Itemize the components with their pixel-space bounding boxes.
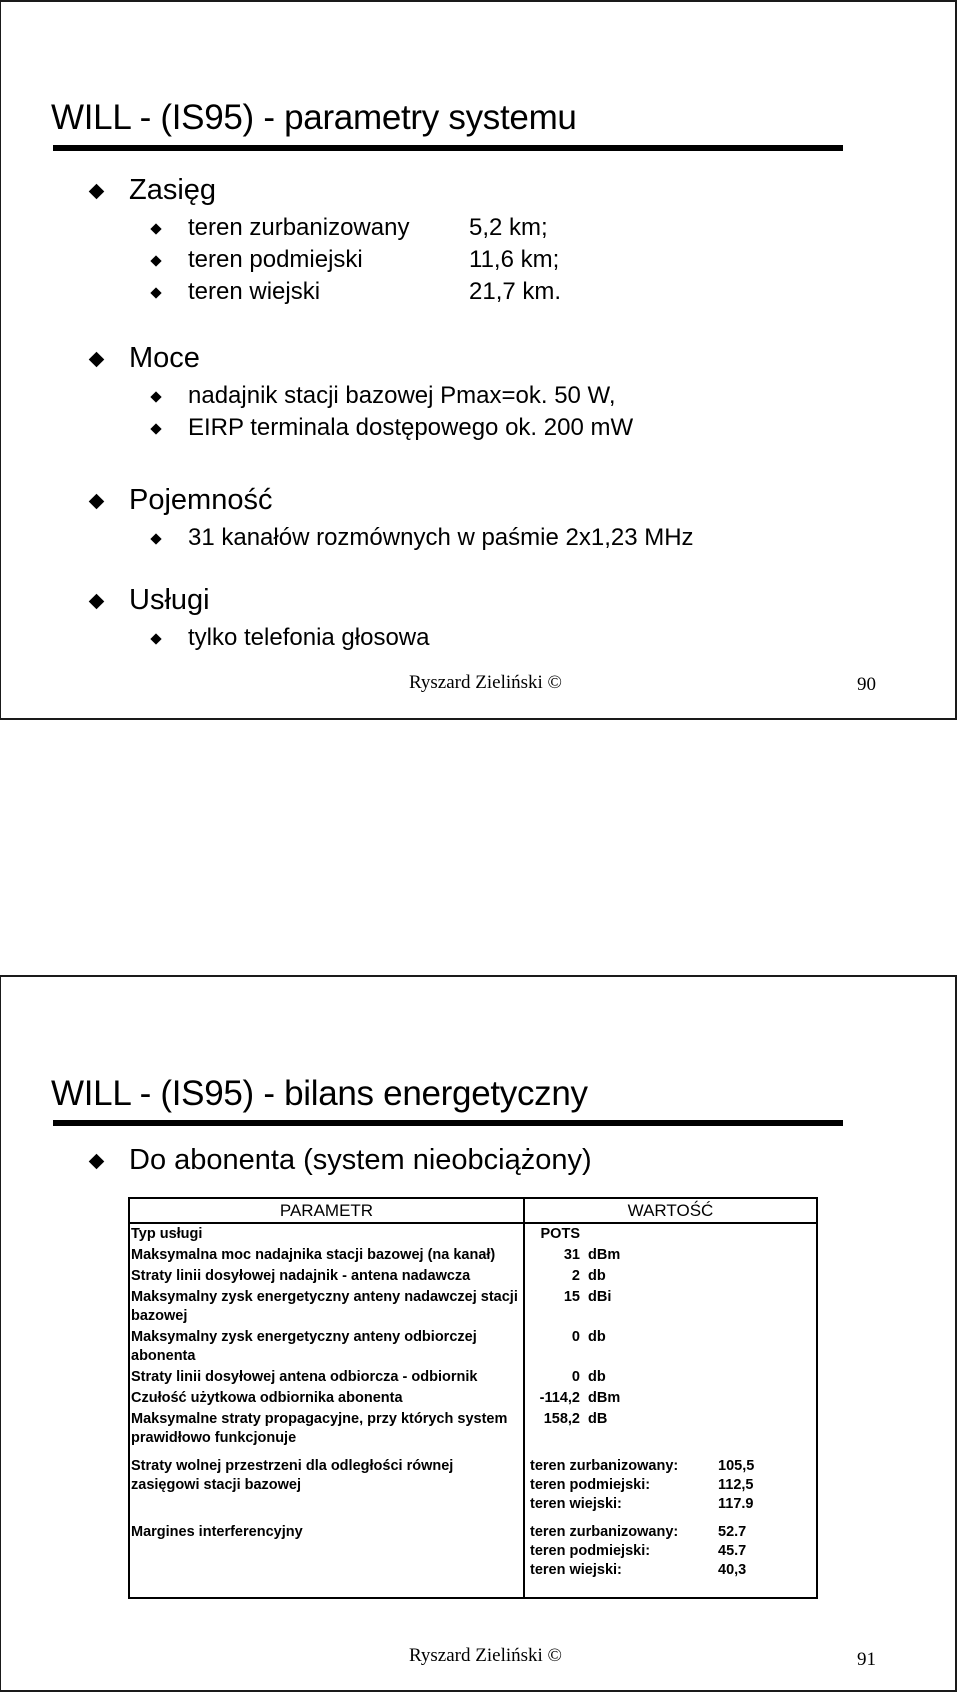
value-unit: dBi xyxy=(588,1289,612,1305)
param-cell: Maksymalny zysk energetyczny anteny nadawczej stacji bazowej xyxy=(131,1289,518,1324)
item-value: 11,6 km; xyxy=(469,246,560,273)
item-text: tylko telefonia głosowa xyxy=(188,624,430,651)
param-cell: Straty linii dosyłowej nadajnik - antena nadawcza xyxy=(131,1268,471,1284)
diamond-bullet-icon xyxy=(150,533,161,544)
diamond-bullet-icon xyxy=(89,594,105,610)
value-cell xyxy=(524,1223,817,1245)
terrain-value-line xyxy=(530,1561,814,1580)
page-number: 91 xyxy=(857,1649,876,1670)
item-text: teren podmiejski xyxy=(188,246,363,273)
slide-91 xyxy=(0,975,957,1692)
diamond-bullet-icon xyxy=(89,184,105,200)
terrain-label: teren wiejski: xyxy=(530,1562,622,1578)
slide-90 xyxy=(0,0,957,720)
value-cell xyxy=(524,1287,817,1327)
value-cell xyxy=(524,1266,817,1287)
value-unit: db xyxy=(588,1268,606,1284)
terrain-value-line xyxy=(530,1476,814,1495)
table-row xyxy=(129,1388,817,1409)
value-number: 31 xyxy=(563,1247,580,1263)
item-value: 21,7 km. xyxy=(469,278,562,305)
value-number: 0 xyxy=(571,1329,580,1345)
title-rule xyxy=(53,1120,843,1126)
value-cell xyxy=(524,1327,817,1367)
value-number: 158,2 xyxy=(543,1411,580,1427)
section-heading: Usługi xyxy=(129,584,210,616)
value-number: -114,2 xyxy=(539,1390,580,1406)
diamond-bullet-icon xyxy=(150,255,161,266)
item-text: teren wiejski xyxy=(188,278,321,305)
param-cell: Typ usługi xyxy=(131,1226,203,1242)
table-row xyxy=(129,1245,817,1266)
item-text: EIRP terminala dostępowego ok. 200 mW xyxy=(188,414,634,441)
terrain-label: teren zurbanizowany: xyxy=(530,1524,679,1540)
terrain-value-line xyxy=(530,1542,814,1561)
value-number: 2 xyxy=(571,1268,580,1284)
terrain-value: 105,5 xyxy=(718,1458,755,1474)
terrain-label: teren podmiejski: xyxy=(530,1477,651,1493)
terrain-label: teren podmiejski: xyxy=(530,1543,651,1559)
header-parametr: PARAMETR xyxy=(129,1199,524,1223)
footer-author: Ryszard Zieliński © xyxy=(409,672,562,693)
item-text: teren zurbanizowany xyxy=(188,214,410,241)
value-unit: db xyxy=(588,1329,606,1345)
terrain-value-line xyxy=(530,1457,814,1476)
value-unit: db xyxy=(588,1369,606,1385)
diamond-bullet-icon xyxy=(150,287,161,298)
value-number: 0 xyxy=(571,1369,580,1385)
diamond-bullet-icon xyxy=(89,494,105,510)
slide-title: WILL - (IS95) - parametry systemu xyxy=(51,98,577,137)
terrain-value-line xyxy=(530,1523,814,1542)
param-cell: Czułość użytkowa odbiornika abonenta xyxy=(131,1390,403,1406)
value-cell xyxy=(524,1367,817,1388)
item-value: 5,2 km; xyxy=(469,214,548,241)
table-header-row xyxy=(129,1199,817,1223)
value-unit: dB xyxy=(588,1411,608,1427)
value-cell xyxy=(524,1388,817,1409)
table-row xyxy=(129,1449,817,1515)
param-cell: Margines interferencyjny xyxy=(131,1524,303,1540)
table-row xyxy=(129,1367,817,1388)
energy-budget-table xyxy=(129,1199,817,1581)
terrain-value: 45.7 xyxy=(718,1543,747,1559)
table-row xyxy=(129,1287,817,1327)
param-cell: Maksymalna moc nadajnika stacji bazowej (na kanał) xyxy=(131,1247,496,1263)
param-cell: Maksymalne straty propagacyjne, przy których system prawidłowo funkcjonuje xyxy=(131,1411,508,1446)
section-heading: Zasięg xyxy=(129,174,217,206)
header-wartosc: WARTOŚĆ xyxy=(524,1199,817,1223)
table-row xyxy=(129,1266,817,1287)
table-row xyxy=(129,1515,817,1581)
terrain-label: teren wiejski: xyxy=(530,1496,622,1512)
terrain-value: 52.7 xyxy=(718,1524,747,1540)
table-row xyxy=(129,1327,817,1367)
value-unit: dBm xyxy=(588,1390,621,1406)
section-heading: Pojemność xyxy=(129,484,273,516)
table-row xyxy=(129,1409,817,1449)
item-text: 31 kanałów rozmównych w paśmie 2x1,23 MHz xyxy=(188,524,694,551)
diamond-bullet-icon xyxy=(89,1154,105,1170)
table-row xyxy=(129,1223,817,1245)
terrain-value-line xyxy=(530,1495,814,1514)
item-text: nadajnik stacji bazowej Pmax=ok. 50 W, xyxy=(188,382,616,409)
slide-title: WILL - (IS95) - bilans energetyczny xyxy=(51,1074,588,1113)
terrain-label: teren zurbanizowany: xyxy=(530,1458,679,1474)
footer-author: Ryszard Zieliński © xyxy=(409,1645,562,1666)
value-cell xyxy=(524,1409,817,1449)
diamond-bullet-icon xyxy=(150,423,161,434)
diamond-bullet-icon xyxy=(150,633,161,644)
param-cell: Straty wolnej przestrzeni dla odległości równej zasięgowi stacji bazowej xyxy=(131,1458,454,1493)
section-heading: Do abonenta (system nieobciążony) xyxy=(129,1144,592,1176)
terrain-value: 117.9 xyxy=(718,1496,754,1512)
value-cell xyxy=(524,1449,817,1515)
diamond-bullet-icon xyxy=(150,223,161,234)
value-number: POTS xyxy=(540,1226,580,1242)
param-cell: Straty linii dosyłowej antena odbiorcza - odbiornik xyxy=(131,1369,478,1385)
terrain-value: 40,3 xyxy=(718,1562,747,1578)
value-unit: dBm xyxy=(588,1247,621,1263)
value-number: 15 xyxy=(563,1289,580,1305)
value-cell xyxy=(524,1245,817,1266)
page-number: 90 xyxy=(857,674,876,695)
terrain-value: 112,5 xyxy=(718,1477,754,1493)
section-heading: Moce xyxy=(129,342,200,374)
diamond-bullet-icon xyxy=(89,352,105,368)
param-cell: Maksymalny zysk energetyczny anteny odbiorczej abonenta xyxy=(131,1329,477,1364)
diamond-bullet-icon xyxy=(150,391,161,402)
title-rule xyxy=(53,145,843,151)
value-cell xyxy=(524,1515,817,1581)
